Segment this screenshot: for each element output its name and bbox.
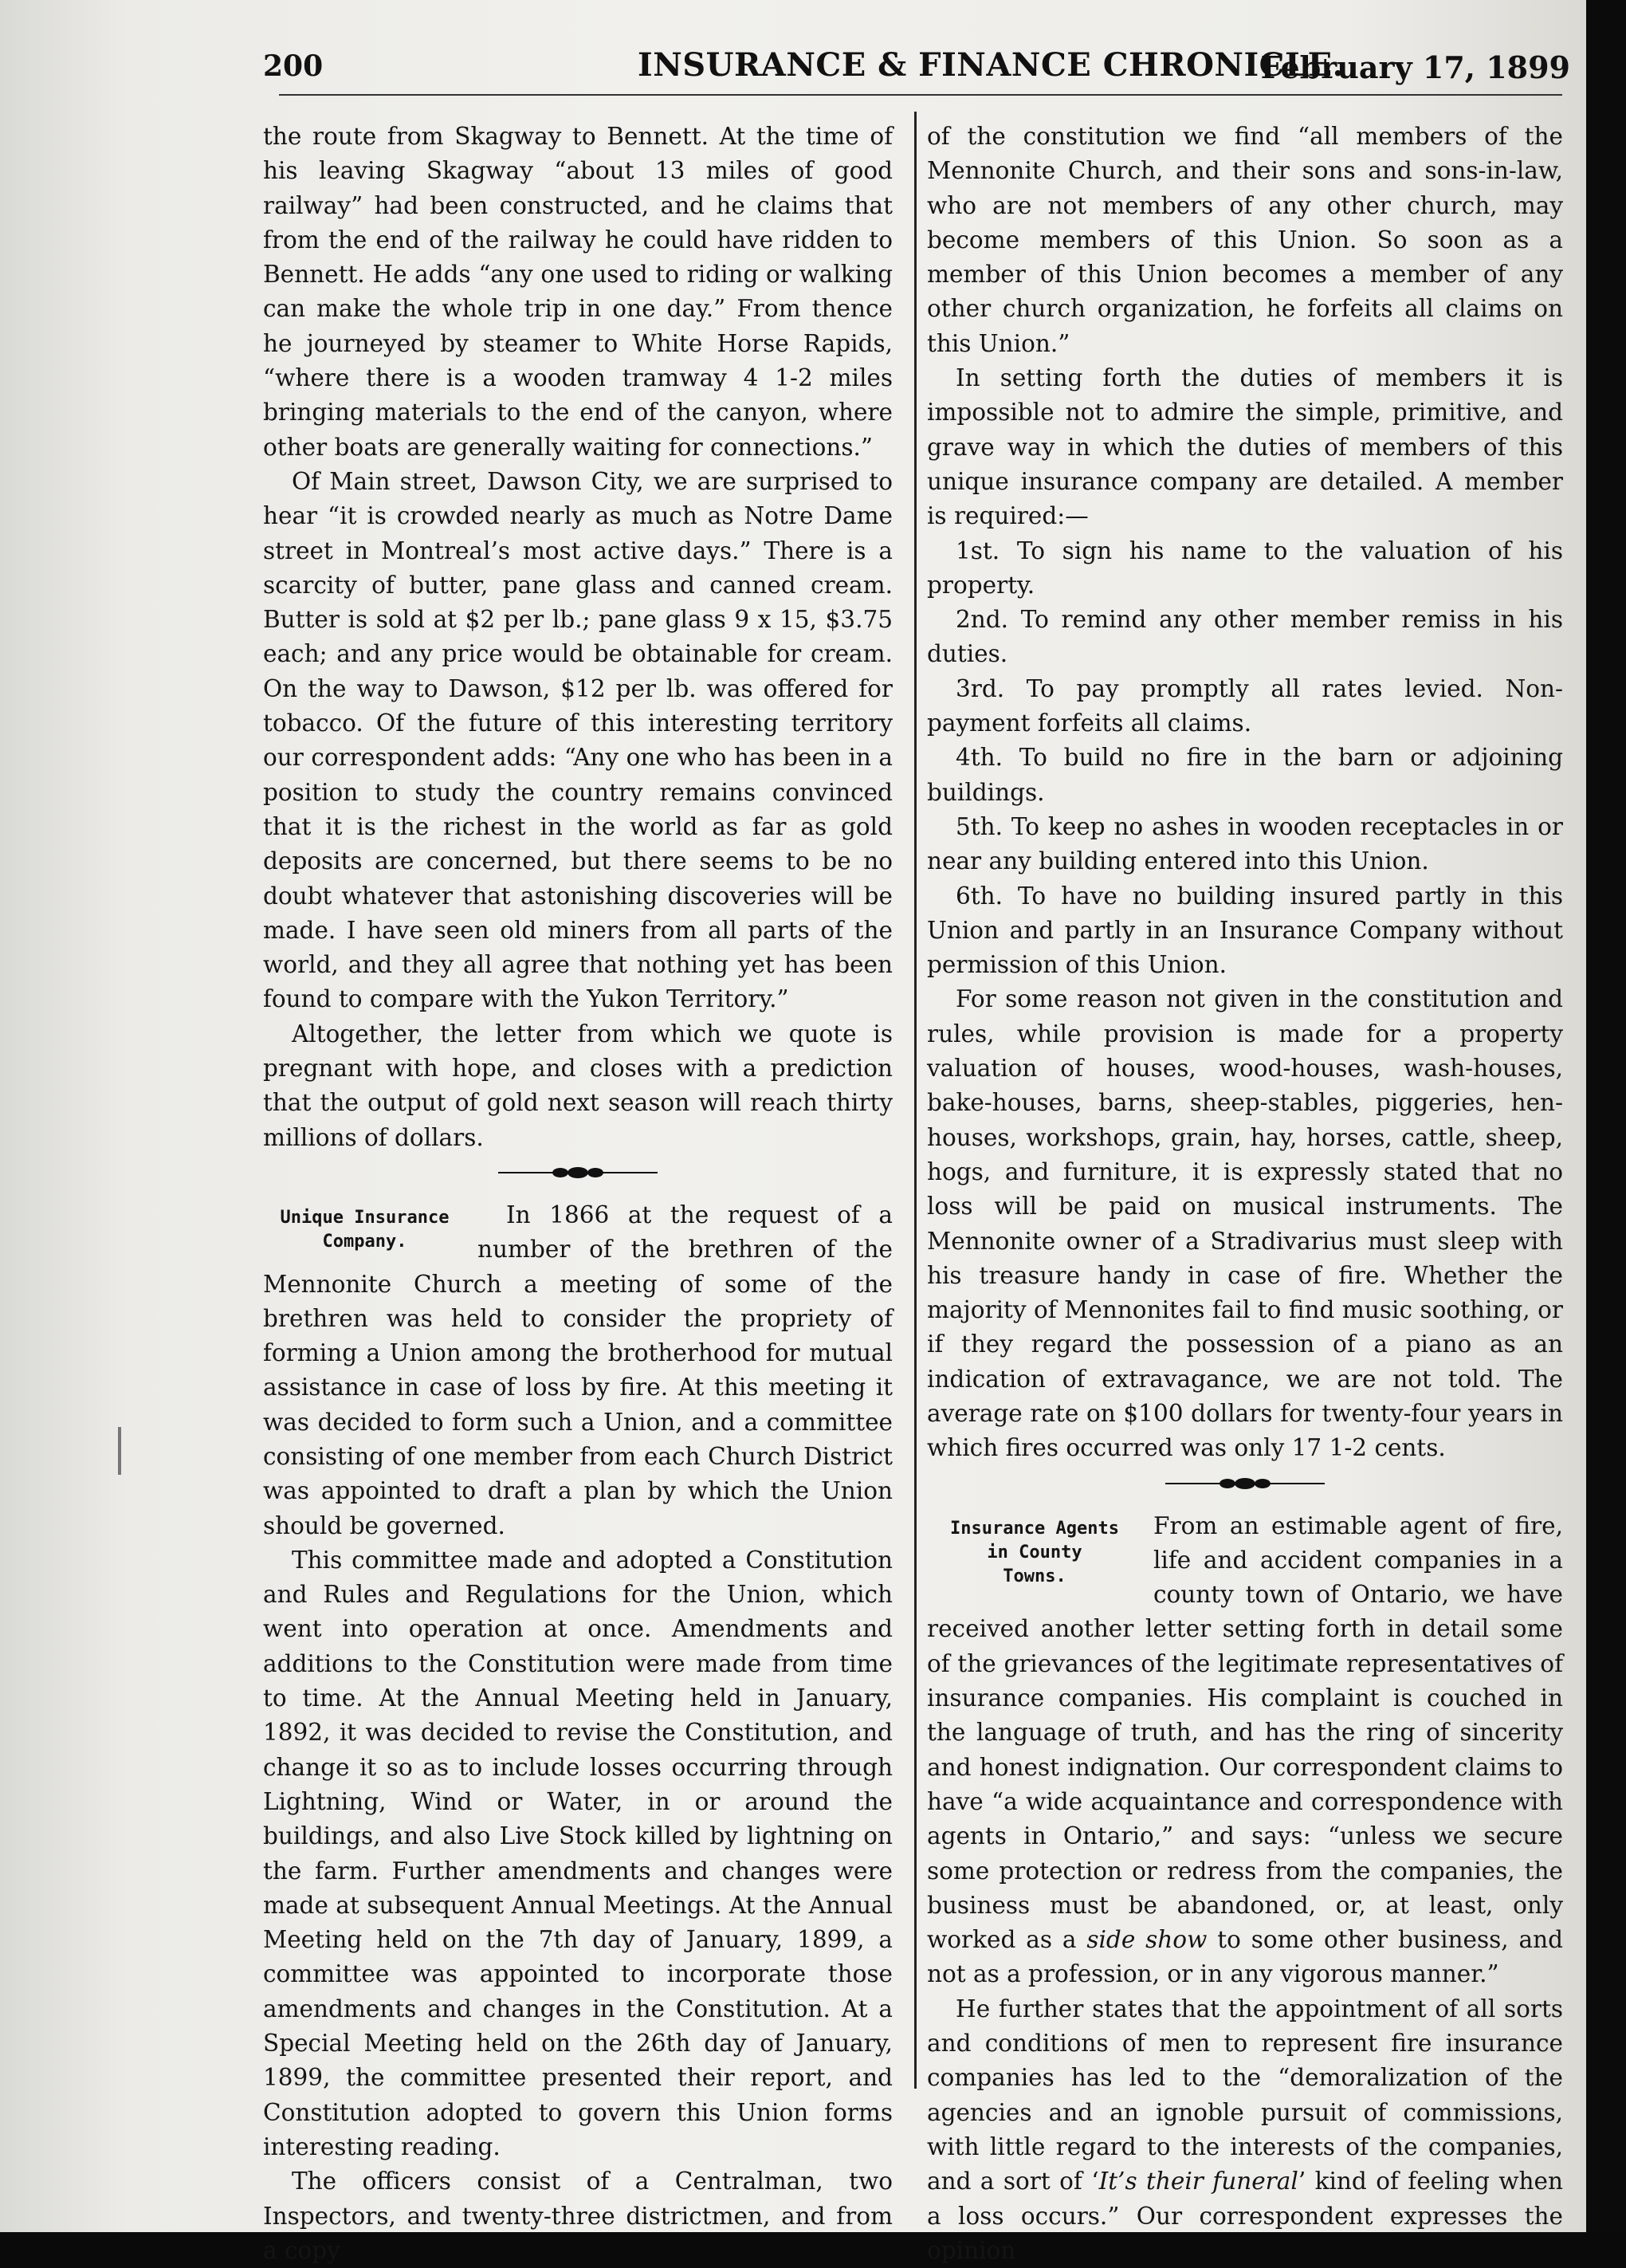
side-heading-unique-insurance: Unique Insurance Company. bbox=[280, 1207, 450, 1252]
issue-date: February 17, 1899 bbox=[1260, 49, 1570, 85]
right-column bbox=[927, 120, 1563, 2268]
ornament-icon bbox=[1165, 1476, 1325, 1492]
paragraph: Altogether, the letter from which we quote is pregnant with hope, and closes with a prediction that the output of gold next season will reach thirty millions of dollars. bbox=[263, 1020, 893, 1151]
paragraph: of the constitution we find “all members of the Mennonite Church, and their sons and sons-in-law, who are not members of any other church, may become members of this Union. So soon as a member of this Union becomes a member of any other church organization, he forfeits all claims on this Union.” bbox=[927, 123, 1563, 357]
duty-item: 1st. To sign his name to the valuation of his property. bbox=[927, 537, 1563, 599]
paragraph: Of Main street, Dawson City, we are surprised to hear “it is crowded nearly as much as Notre Dame street in Montreal’s most active days.” There is a scarcity of butter, pane glass and canned cream. Butter is sold at $2 per lb.; pane glass 9 x 15, $3.75 each; and any price would be obtainable for cream. On the way to Dawson, $12 per lb. was offered for tobacco. Of the future of this interesting territory our correspondent adds: “Any one who has been in a position to study the country remains convinced that it is the richest in the world as far as gold deposits are concerned, but there seems to be no doubt whatever that astonishing discoveries will be made. I have seen old miners from all parts of the world, and they all agree that nothing yet has been found to compare with the Yukon Territory.” bbox=[263, 467, 893, 1013]
page-header bbox=[263, 40, 1570, 96]
paragraph: In setting forth the duties of members it is impossible not to admire the simple, primitive, and grave way in which the duties of members of this unique insurance company are detailed. A member is required:— bbox=[927, 364, 1563, 530]
section-separator bbox=[927, 1466, 1563, 1509]
ornament-icon bbox=[498, 1165, 658, 1181]
paragraph: From an estimable agent of fire, life and accident companies in a county town of Ontario, we have received another letter setting forth in detail some of the grievances of the legitimate representatives of insurance companies. His complaint is couched in the language of truth, and has the ring of sincerity and honest indignation. Our correspondent claims to have “a wide acquaintance and correspondence with agents in Ontario,” and says: “unless we secure some protection or redress from the companies, the business must be abandoned, or, at least, only worked as a side show to some other business, and not as a profession, or in any vigorous manner.” bbox=[927, 1511, 1563, 1988]
paragraph: the route from Skagway to Bennett. At the time of his leaving Skagway “about 13 miles of good railway” had been constructed, and he claims that from the end of the railway he could have ridden to Bennett. He adds “any one used to riding or walking can make the whole trip in one day.” From thence he journeyed by steamer to White Horse Rapids, “where there is a wooden tramway 4 1-2 miles bringing materials to the end of the canyon, where other boats are generally waiting for connections.” bbox=[263, 123, 893, 461]
duty-item: 2nd. To remind any other member remiss in his duties. bbox=[927, 606, 1563, 668]
header-rule bbox=[279, 94, 1562, 96]
journal-title: INSURANCE & FINANCE CHRONICLE. bbox=[638, 46, 1345, 84]
duty-item: 3rd. To pay promptly all rates levied. Non-payment forfeits all claims. bbox=[927, 674, 1563, 737]
page-number: 200 bbox=[263, 49, 324, 83]
paragraph: He further states that the appointment of all sorts and conditions of men to represent fire insurance companies has led to the “demoralization of the agencies and an ignoble pursuit of commissions, with little regard to the interests of the companies, and a sort of ‘It’s their funeral’ kind of feeling when a loss occurs.” Our correspondent expresses the opinion bbox=[927, 1995, 1563, 2264]
column-divider bbox=[914, 112, 917, 2089]
duty-item: 6th. To have no building insured partly in this Union and partly in an Insurance Company without permission of this Union. bbox=[927, 882, 1563, 979]
italic-phrase: side show bbox=[1086, 1926, 1208, 1954]
duty-item: 5th. To keep no ashes in wooden receptacles in or near any building entered into this Union. bbox=[927, 812, 1563, 875]
scan-border bbox=[1586, 0, 1626, 2232]
paragraph: The officers consist of a Centralman, two Inspectors, and twenty-three districtmen, and from a copy bbox=[263, 2168, 893, 2264]
paragraph: This committee made and adopted a Constitution and Rules and Regulations for the Union, which went into operation at once. Amendments and additions to the Constitution were made from time to time. At the Annual Meeting held in January, 1892, it was decided to revise the Constitution, and change it so as to include losses occurring through Lightning, Wind or Water, in or around the buildings, and also Live Stock killed by lightning on the farm. Further amendments and changes were made at subsequent Annual Meetings. At the Annual Meeting held on the 7th day of January, 1899, a committee was appointed to incorporate those amendments and changes in the Constitution. At a Special Meeting held on the 26th day of January, 1899, the committee presented their report, and Constitution adopted to govern this Union forms interesting reading. bbox=[263, 1546, 893, 2160]
italic-phrase: It’s their funeral bbox=[1098, 2168, 1298, 2195]
section-separator bbox=[263, 1155, 893, 1198]
left-column bbox=[263, 120, 893, 2268]
side-heading-insurance-agents: Insurance Agents in County Towns. bbox=[950, 1518, 1119, 1586]
margin-mark bbox=[118, 1427, 121, 1475]
duty-item: 4th. To build no fire in the barn or adjoining buildings. bbox=[927, 744, 1563, 806]
paragraph: For some reason not given in the constitution and rules, while provision is made for a property valuation of houses, wood-houses, wash-houses, bake-houses, barns, sheep-stables, piggeries, hen-houses, workshops, grain, hay, horses, cattle, sheep, hogs, and furniture, it is expressly stated that no loss will be paid on musical instruments. The Mennonite owner of a Stradivarius must sleep with his treasure handy in case of fire. Whether the majority of Mennonites fail to find music soothing, or if they regard the possession of a piano as an indication of extravagance, we are not told. The average rate on $100 dollars for twenty-four years in which fires occurred was only 17 1-2 cents. bbox=[927, 985, 1563, 1462]
paragraph: In 1866 at the request of a number of the brethren of the Mennonite Church a meeting of some of the brethren was held to consider the propriety of forming a Union among the brotherhood for mutual assistance in case of loss by fire. At this meeting it was decided to form such a Union, and a committee consisting of one member from each Church District was appointed to draft a plan by which the Union should be governed. bbox=[263, 1201, 893, 1539]
